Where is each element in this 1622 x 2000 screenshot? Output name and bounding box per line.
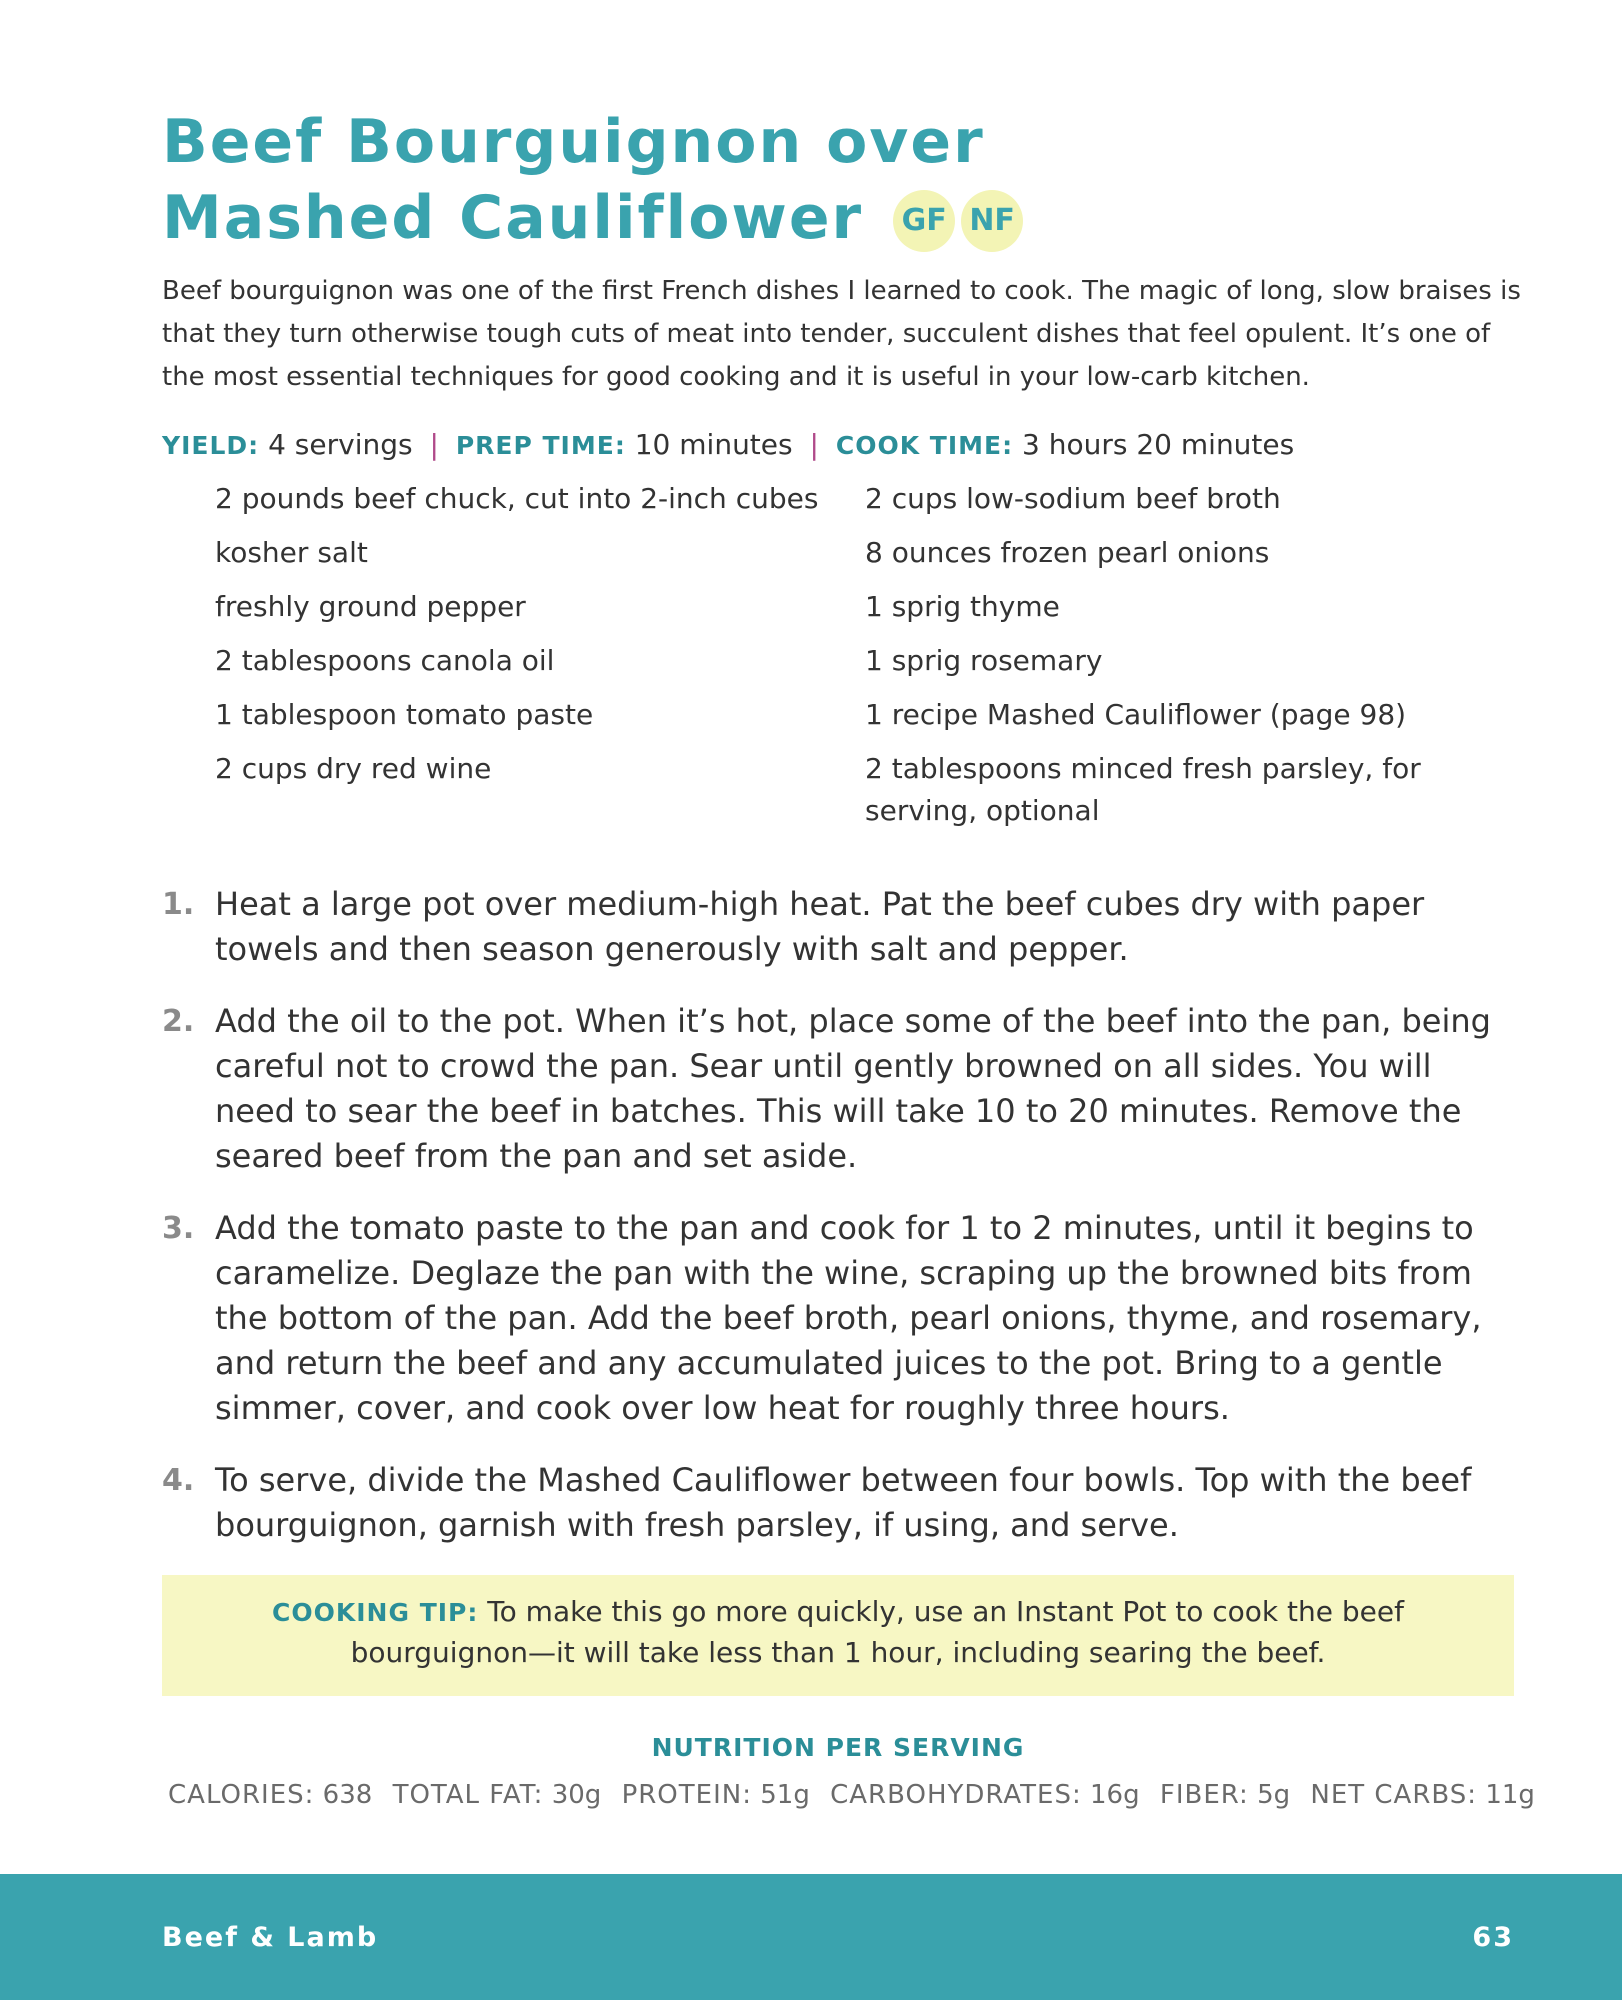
nutrition-label: FIBER: bbox=[1159, 1780, 1249, 1810]
prep-time-label: PREP TIME: bbox=[455, 431, 626, 460]
cooking-tip-label: COOKING TIP: bbox=[272, 1598, 479, 1627]
recipe-intro: Beef bourguignon was one of the first French dishes I learned to cook. The magic of long, slow braises is that they turn otherwise tough cuts of meat into tender, succulent dishes that feel opulent. It’s one of the most essential techniques for good cooking and it is useful in your low-carb kitchen. bbox=[162, 276, 1521, 392]
cooking-tip-box bbox=[162, 1575, 1514, 1696]
nutrition-label: TOTAL FAT: bbox=[392, 1780, 544, 1810]
recipe-meta bbox=[162, 425, 1522, 466]
nutrition-item-net-carbs bbox=[1310, 1780, 1535, 1810]
ingredient-item: 1 sprig rosemary bbox=[865, 644, 1103, 677]
step-text: Add the oil to the pot. When it’s hot, place some of the beef into the pan, being careful not to crowd the pan. Sear until gently browned on all sides. You will need to sear the beef in batches. This will take 10 to 20 minutes. Remove the seared beef from the pan and set aside. bbox=[215, 1002, 1491, 1175]
ingredient-item: 2 tablespoons minced fresh parsley, for serving, optional bbox=[865, 752, 1421, 827]
nutrition-label: PROTEIN: bbox=[621, 1780, 752, 1810]
recipe-title bbox=[162, 104, 1462, 256]
ingredient-item: kosher salt bbox=[215, 536, 368, 569]
prep-time-value: 10 minutes bbox=[634, 428, 793, 461]
meta-separator: | bbox=[429, 428, 439, 461]
step-number: 2. bbox=[162, 1004, 195, 1039]
meta-separator: | bbox=[809, 428, 819, 461]
recipe-title-line-1: Beef Bourguignon over bbox=[162, 107, 985, 177]
page-footer bbox=[0, 1874, 1622, 2000]
ingredient-item: freshly ground pepper bbox=[215, 590, 526, 623]
nutrition-label: NET CARBS: bbox=[1310, 1780, 1478, 1810]
nutrition-facts bbox=[162, 1775, 1535, 1815]
nutrition-heading: NUTRITION PER SERVING bbox=[651, 1733, 1025, 1762]
nutrition-value: 16g bbox=[1090, 1780, 1140, 1810]
step-number: 1. bbox=[162, 887, 195, 922]
ingredients-column-2 bbox=[865, 478, 1425, 844]
yield-value: 4 servings bbox=[268, 428, 413, 461]
nutrition-value: 5g bbox=[1257, 1780, 1291, 1810]
nutrition-value: 11g bbox=[1485, 1780, 1535, 1810]
nutrition-label: CARBOHYDRATES: bbox=[830, 1780, 1082, 1810]
recipe-title-line-2-text: Mashed Cauliflower bbox=[162, 183, 864, 253]
ingredient-item: 8 ounces frozen pearl onions bbox=[865, 536, 1270, 569]
instruction-step bbox=[162, 882, 1507, 972]
step-number: 3. bbox=[162, 1211, 195, 1246]
ingredients-column-1 bbox=[215, 478, 865, 844]
ingredient-item: 2 pounds beef chuck, cut into 2-inch cubes bbox=[215, 482, 819, 515]
cook-time-value: 3 hours 20 minutes bbox=[1022, 428, 1295, 461]
ingredient-item: 2 cups dry red wine bbox=[215, 752, 492, 785]
yield-label: YIELD: bbox=[162, 431, 260, 460]
instructions-list bbox=[162, 882, 1507, 1575]
nut-free-badge: NF bbox=[961, 190, 1023, 252]
nutrition-item-total-fat bbox=[393, 1780, 602, 1810]
nutrition-item-fiber bbox=[1160, 1780, 1290, 1810]
instruction-step bbox=[162, 999, 1507, 1179]
nutrition-item-protein bbox=[622, 1780, 810, 1810]
ingredient-item: 1 recipe Mashed Cauliflower (page 98) bbox=[865, 698, 1407, 731]
footer-section-title: Beef & Lamb bbox=[162, 1922, 379, 1953]
page-number: 63 bbox=[1472, 1922, 1514, 1953]
instruction-step bbox=[162, 1458, 1507, 1548]
ingredient-item: 1 sprig thyme bbox=[865, 590, 1060, 623]
step-number: 4. bbox=[162, 1463, 195, 1498]
nutrition-value: 30g bbox=[551, 1780, 602, 1810]
nutrition-label: CALORIES: bbox=[168, 1780, 315, 1810]
gluten-free-badge: GF bbox=[893, 190, 955, 252]
step-text: Heat a large pot over medium-high heat. Pat the beef cubes dry with paper towels and then season generously with salt and pepper. bbox=[215, 885, 1425, 968]
instruction-step bbox=[162, 1206, 1507, 1431]
nutrition-value: 638 bbox=[322, 1780, 373, 1810]
ingredient-item: 1 tablespoon tomato paste bbox=[215, 698, 594, 731]
cook-time-label: COOK TIME: bbox=[835, 431, 1014, 460]
nutrition-item-carbohydrates bbox=[830, 1780, 1140, 1810]
nutrition-value: 51g bbox=[760, 1780, 810, 1810]
ingredient-item: 2 tablespoons canola oil bbox=[215, 644, 555, 677]
step-text: To serve, divide the Mashed Cauliflower between four bowls. Top with the beef bourguignon, garnish with fresh parsley, if using, and serve. bbox=[215, 1461, 1472, 1544]
step-text: Add the tomato paste to the pan and cook for 1 to 2 minutes, until it begins to caramelize. Deglaze the pan with the wine, scraping up the browned bits from the bottom of the pan. Add the beef broth, pearl onions, thyme, and rosemary, and return the beef and any accumulated juices to the pot. Bring to a gentle simmer, cover, and cook over low heat for roughly three hours. bbox=[215, 1209, 1482, 1427]
nutrition-item-calories bbox=[168, 1780, 372, 1810]
ingredients-list bbox=[215, 478, 1475, 844]
recipe-title-line-2 bbox=[162, 180, 1462, 256]
cooking-tip-text: To make this go more quickly, use an Instant Pot to cook the beef bourguignon—it will take less than 1 hour, including searing the beef. bbox=[350, 1595, 1404, 1669]
ingredient-item: 2 cups low-sodium beef broth bbox=[865, 482, 1281, 515]
